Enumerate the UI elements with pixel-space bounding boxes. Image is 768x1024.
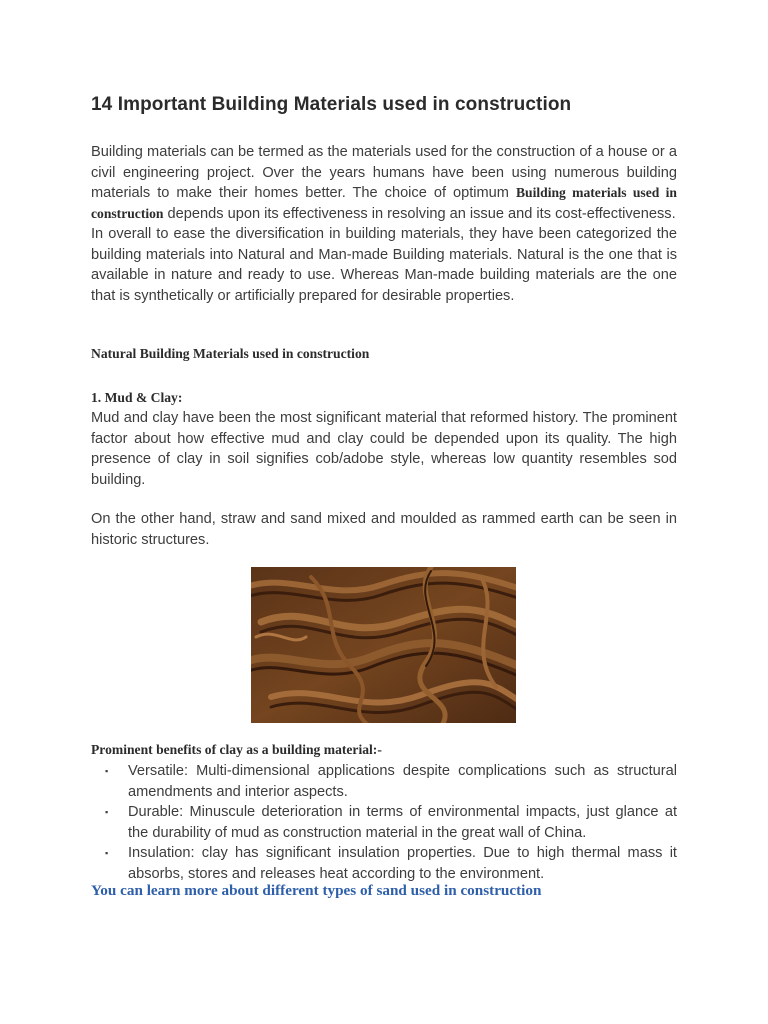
page-title: 14 Important Building Materials used in construction <box>91 94 572 115</box>
rammed-earth-paragraph: On the other hand, straw and sand mixed and moulded as rammed earth can be seen in historic structures. <box>91 511 677 548</box>
intro-bold-phrase: Building materials used in construction <box>91 185 677 221</box>
benefits-list <box>91 761 677 884</box>
section-heading: Natural Building Materials used in construction <box>91 346 370 361</box>
intro-paragraph <box>91 142 677 306</box>
mud-clay-heading: 1. Mud & Clay: <box>91 390 183 405</box>
sand-types-link[interactable]: You can learn more about different types of sand used in construction <box>91 882 542 899</box>
bullet-icon: ▪ <box>105 766 109 776</box>
bullet-icon: ▪ <box>105 848 109 858</box>
intro-text-end: depends upon its effectiveness in resolving an issue and its cost-effectiveness. <box>163 205 676 222</box>
list-item: ▪ Durable: Minuscule deterioration in terms of environmental impacts, just glance at the durability of mud as construction material in the great wall of China. <box>105 804 677 841</box>
benefits-heading: Prominent benefits of clay as a building material:- <box>91 742 382 757</box>
mud-clay-paragraph: Mud and clay have been the most significant material that reformed history. The prominent factor about how effective mud and clay could be depended upon its quality. The high presence of clay in soil signifies cob/adobe style, whereas low quantity resembles sod building. <box>91 410 677 488</box>
intro-text-start: Building materials can be termed as the materials used for the construction of a house or a civil engineering project. Over the years humans have been using numerous building materials to make their homes better. The choice of optimum <box>91 144 677 201</box>
intro-paragraph-2: In overall to ease the diversification in building materials, they have been categorized the building materials into Natural and Man-made Building materials. Natural is the one that is available in nature and ready to use. Whereas Man-made building materials are the one that is synthetically or artificially prepared for desirable properties. <box>91 226 677 304</box>
list-item: ▪ Versatile: Multi-dimensional applications despite complications such as structural amendments and interior aspects. <box>105 763 677 800</box>
mud-clay-image <box>251 567 516 723</box>
list-item: ▪ Insulation: clay has significant insulation properties. Due to high thermal mass it absorbs, stores and releases heat according to the environment. <box>105 845 677 882</box>
bullet-icon: ▪ <box>105 807 109 817</box>
